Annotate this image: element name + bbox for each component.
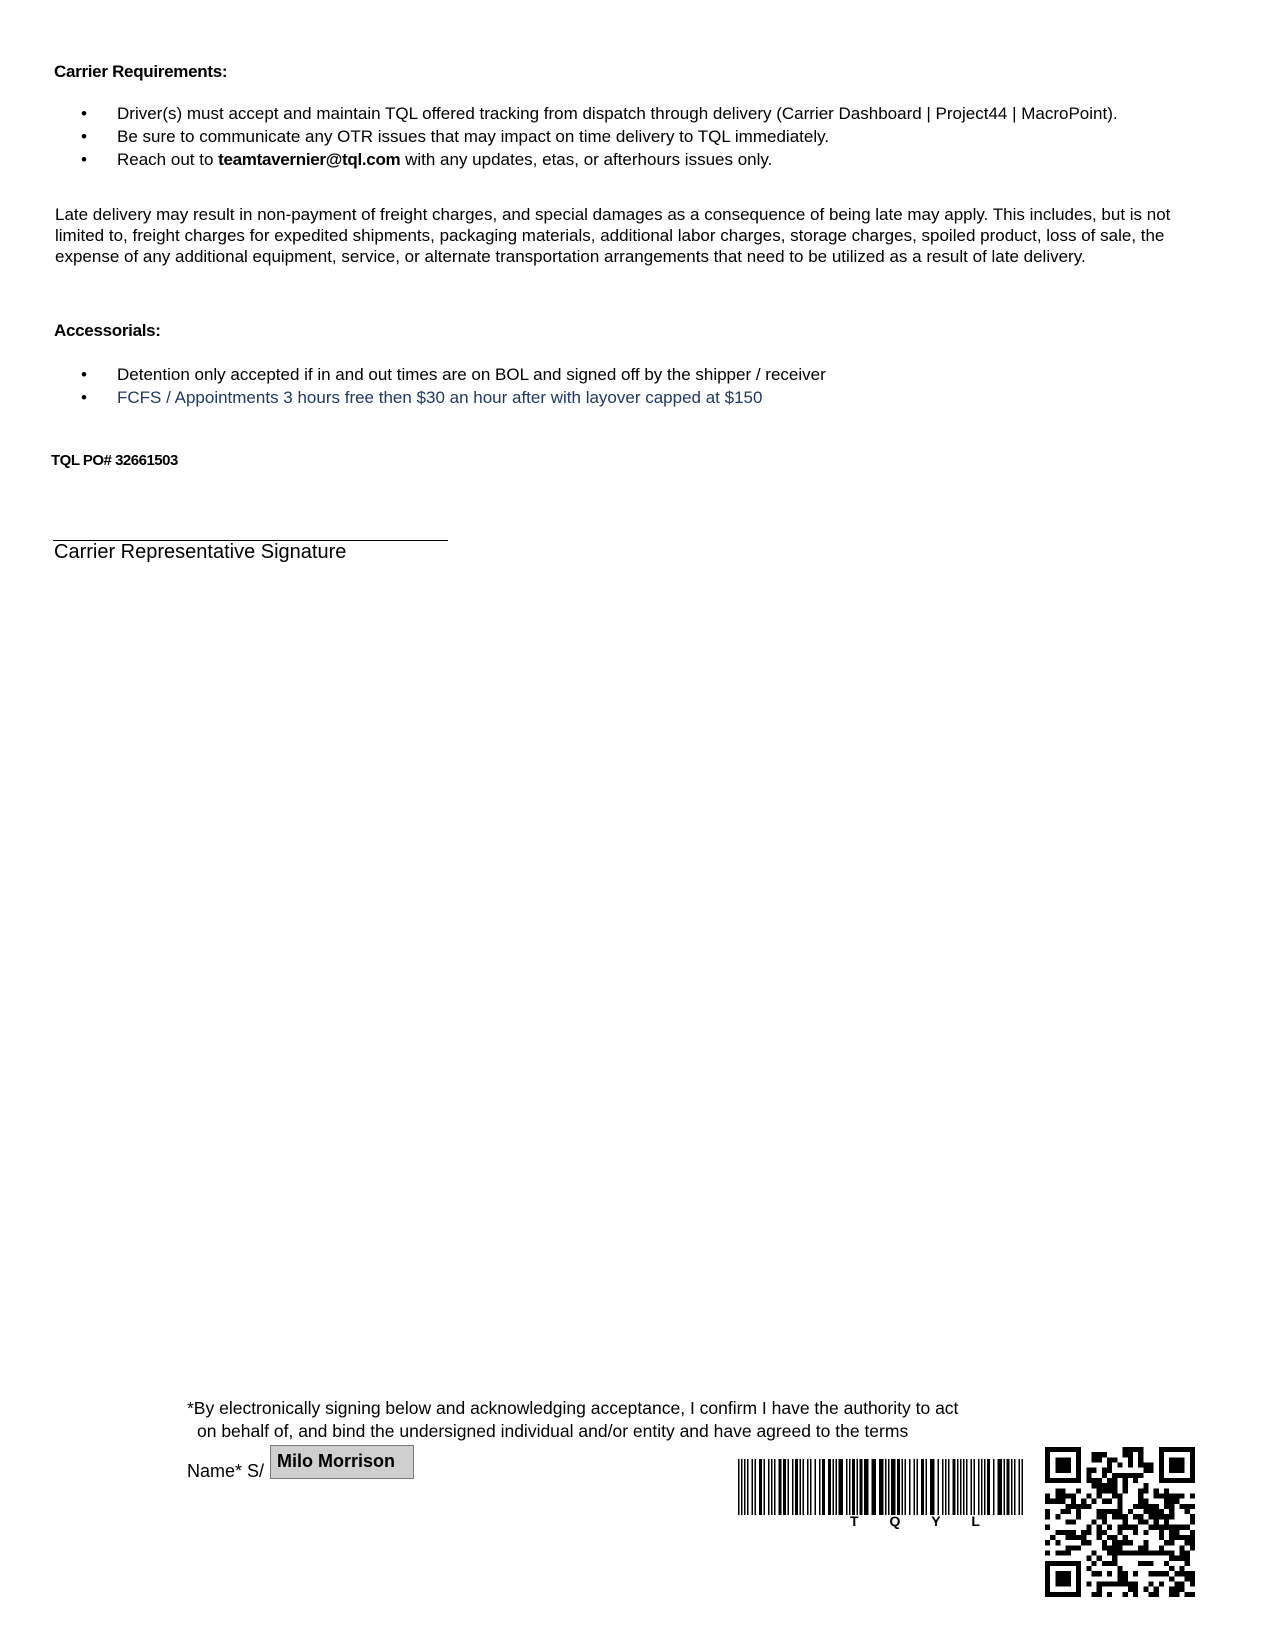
accessorials-list (0, 363, 1275, 409)
acknowledgment-line-2: on behalf of, and bind the undersigned individual and/or entity and have agreed to the terms (197, 1421, 909, 1441)
list-item (0, 363, 1275, 386)
barcode-icon (738, 1459, 1023, 1515)
bullet-icon: • (81, 104, 87, 123)
accessorial-text: Detention only accepted if in and out times are on BOL and signed off by the shipper / receiver (117, 365, 826, 384)
carrier-requirements-list (0, 102, 1275, 171)
contact-email-link[interactable]: teamtavernier@tql.com (218, 150, 401, 169)
list-item (0, 386, 1275, 409)
barcode-char: Q (889, 1513, 901, 1529)
requirement-text: Be sure to communicate any OTR issues that may impact on time delivery to TQL immediately. (117, 127, 830, 146)
acknowledgment-text (187, 1397, 1047, 1443)
qr-code-icon (1045, 1447, 1195, 1597)
signature-label: Carrier Representative Signature (54, 541, 347, 563)
bullet-icon: • (81, 365, 87, 384)
bullet-icon: • (81, 127, 87, 146)
barcode-text (850, 1513, 980, 1529)
contact-suffix: with any updates, etas, or afterhours issues only. (400, 150, 773, 169)
name-field[interactable]: Milo Morrison (270, 1445, 414, 1479)
acknowledgment-line-1: *By electronically signing below and acknowledging acceptance, I confirm I have the authority to act (187, 1398, 959, 1418)
bullet-icon: • (81, 150, 87, 169)
late-delivery-paragraph: Late delivery may result in non-payment of freight charges, and special damages as a consequence of being late may apply. This includes, but is not limited to, freight charges for expedited shipments, packaging materials, additional labor charges, storage charges, spoiled product, loss of sale, the expense of any additional equipment, service, or alternate transportation arrangements that need to be utilized as a result of late delivery. (55, 205, 1171, 266)
accessorials-heading: Accessorials: (54, 321, 161, 340)
po-number: TQL PO# 32661503 (51, 452, 178, 469)
bullet-icon: • (81, 388, 87, 407)
list-item (0, 125, 1275, 148)
carrier-requirements-heading: Carrier Requirements: (54, 62, 228, 81)
accessorial-text: FCFS / Appointments 3 hours free then $30 an hour after with layover capped at $150 (117, 388, 763, 407)
list-item (0, 148, 1275, 171)
barcode-char: Y (931, 1513, 941, 1529)
barcode-char: T (850, 1513, 859, 1529)
contact-prefix: Reach out to (117, 150, 219, 169)
requirement-text: Driver(s) must accept and maintain TQL offered tracking from dispatch through delivery (Carrier Dashboard | Project44 | MacroPoint). (117, 104, 1118, 123)
barcode-char: L (971, 1513, 980, 1529)
list-item (0, 102, 1275, 125)
name-label: Name* S/ (187, 1461, 265, 1481)
